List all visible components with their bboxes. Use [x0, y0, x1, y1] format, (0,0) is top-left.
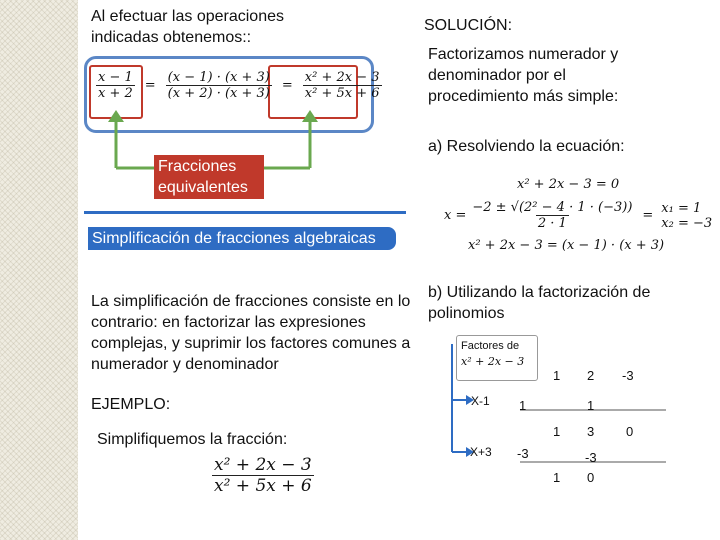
formula-denominator: 2 · 1 — [537, 216, 567, 231]
fraction-1 — [96, 70, 135, 101]
formula-numerator: −2 ± √(2² − 4 · 1 · (−3)) — [472, 200, 633, 215]
formula-lhs: x = — [444, 208, 467, 223]
ruffini-r2-left: -3 — [517, 446, 529, 461]
factored-expression: x² + 2x − 3 = (x − 1) · (x + 3) — [468, 238, 665, 253]
roots — [661, 201, 712, 231]
example-numerator: x² + 2x − 3 — [214, 455, 312, 475]
intro-text: Al efectuar las operaciones indicadas obtenemos:: — [91, 8, 284, 46]
ruffini-r1-res-1: 1 — [553, 424, 561, 439]
ruffini-r1-res-3: 0 — [626, 424, 634, 439]
example-label: EJEMPLO: — [91, 396, 171, 413]
part-b-heading: b) Utilizando la factorización de polinomios — [428, 284, 651, 322]
factor-instructions: Factorizamos numerador y denominador por el procedimiento más simple: — [428, 46, 619, 105]
fraction-2 — [166, 70, 272, 101]
fraction-3-numerator: x² + 2x − 3 — [304, 70, 380, 85]
quadratic-formula — [444, 200, 712, 231]
equals-sign: = — [281, 78, 293, 93]
formula-fraction — [470, 200, 634, 231]
section-divider — [84, 211, 406, 214]
fraction-1-denominator: x + 2 — [98, 86, 133, 101]
fraction-2-denominator: (x + 2) · (x + 3) — [167, 86, 270, 101]
example-denominator: x² + 5x + 6 — [214, 476, 312, 496]
ruffini-coef-2: 2 — [587, 368, 595, 383]
ruffini-arrows — [438, 340, 668, 490]
ruffini-factor-1: X-1 — [471, 394, 490, 408]
root-x2: x₂ = −3 — [661, 215, 713, 231]
fraction-2-numerator: (x − 1) · (x + 3) — [167, 70, 270, 85]
ruffini-factor-2: X+3 — [470, 445, 492, 459]
equals-sign: = — [144, 78, 156, 93]
decorative-stripe — [0, 0, 78, 540]
equivalence-equation — [96, 70, 382, 101]
ruffini-coef-3: -3 — [622, 368, 634, 383]
quadratic-equation: x² + 2x − 3 = 0 — [517, 177, 620, 192]
fraction-1-numerator: x − 1 — [98, 70, 133, 85]
fraction-3 — [303, 70, 382, 101]
root-x1: x₁ = 1 — [661, 200, 702, 216]
simplification-title: Simplificación de fracciones algebraicas — [88, 227, 396, 250]
ruffini-r1-mid: 1 — [587, 398, 595, 413]
equals-sign: = — [642, 208, 654, 223]
fraction-3-denominator: x² + 5x + 6 — [304, 86, 380, 101]
simplification-text: La simplificación de fracciones consiste en lo contrario: en factorizar las expresiones complejas, y suprimir los factores comunes a numerador y denominador — [91, 293, 411, 373]
ruffini-r2-res-1: 1 — [553, 470, 561, 485]
ruffini-header-poly: x² + 2x − 3 — [461, 355, 525, 368]
example-fraction — [212, 455, 314, 496]
ruffini-r2-res-2: 0 — [587, 470, 595, 485]
ruffini-coef-1: 1 — [553, 368, 561, 383]
equivalent-fractions-label: Fracciones equivalentes — [154, 155, 264, 199]
ruffini-header-title: Factores de — [461, 340, 520, 352]
part-a-heading: a) Resolviendo la ecuación: — [428, 138, 625, 155]
simplify-prompt: Simplifiquemos la fracción: — [97, 431, 288, 448]
ruffini-r1-left: 1 — [519, 398, 527, 413]
ruffini-r1-res-2: 3 — [587, 424, 595, 439]
ruffini-r2-mid: -3 — [585, 450, 597, 465]
solution-title: SOLUCIÓN: — [424, 17, 513, 34]
